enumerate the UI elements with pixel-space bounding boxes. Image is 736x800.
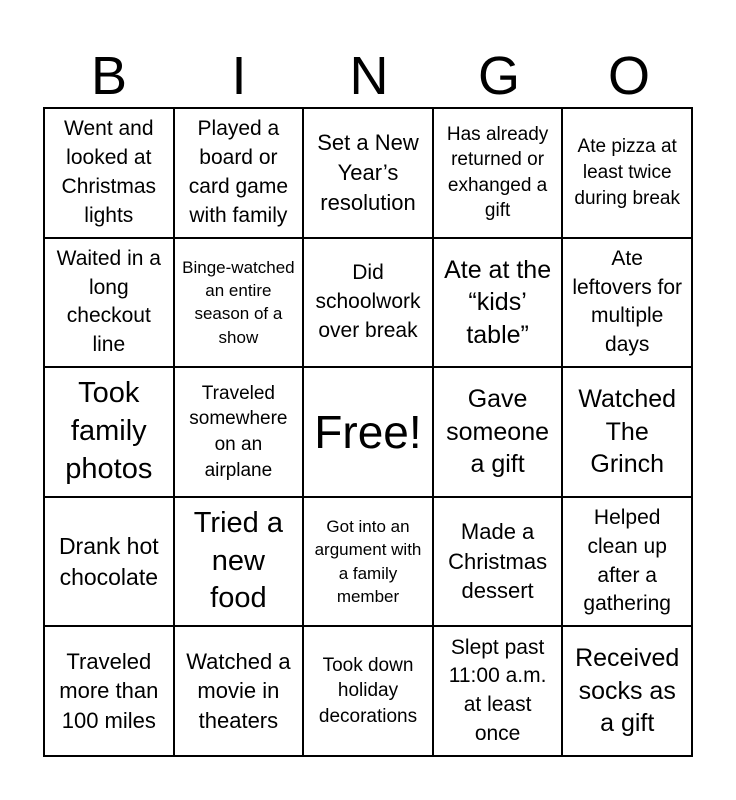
bingo-cell[interactable]	[44, 367, 174, 497]
bingo-cell[interactable]	[44, 497, 174, 627]
bingo-cell[interactable]	[303, 497, 433, 627]
cell-text: Ate at the “kids’ table”	[444, 255, 552, 349]
bingo-cell[interactable]	[562, 108, 692, 238]
cell-text: Set a New Year’s resolution	[317, 130, 419, 215]
bingo-cell[interactable]	[303, 626, 433, 756]
header-letter-n: N	[349, 46, 389, 106]
bingo-cell[interactable]	[303, 238, 433, 368]
bingo-cell[interactable]	[562, 497, 692, 627]
bingo-cell[interactable]	[433, 497, 563, 627]
cell-text: Did schoolwork over break	[315, 261, 421, 342]
cell-text: Ate pizza at least twice during break	[574, 136, 680, 209]
bingo-cell[interactable]	[562, 367, 692, 497]
bingo-cell[interactable]	[44, 238, 174, 368]
bingo-cell[interactable]	[174, 626, 304, 756]
cell-text: Has already returned or exhanged a gift	[446, 123, 549, 222]
bingo-cell[interactable]	[44, 108, 174, 238]
cell-text: Watched a movie in theaters	[186, 648, 291, 734]
bingo-cell[interactable]	[433, 238, 563, 368]
bingo-cell[interactable]	[174, 108, 304, 238]
cell-text: Slept past 11:00 a.m. at least once	[448, 635, 547, 745]
header-letter-g: G	[477, 46, 520, 106]
cell-text: Binge-watched an entire season of a show	[182, 258, 295, 347]
cell-text: Helped clean up after a gathering	[583, 506, 671, 616]
cell-text: Tried a new food	[193, 507, 283, 615]
cell-text: Waited in a long checkout line	[56, 246, 161, 357]
bingo-cell[interactable]	[433, 626, 563, 756]
bingo-cell[interactable]	[303, 108, 433, 238]
cell-text: Traveled more than 100 miles	[59, 648, 159, 734]
free-space-text: Free!	[314, 405, 422, 458]
cell-text: Received socks as a gift	[575, 644, 680, 738]
bingo-cell[interactable]	[433, 367, 563, 497]
bingo-cell[interactable]	[174, 497, 304, 627]
cell-text: Took down holiday decorations	[318, 654, 418, 728]
bingo-cell[interactable]	[433, 108, 563, 238]
bingo-cell[interactable]	[174, 238, 304, 368]
cell-text: Made a Christmas dessert	[448, 519, 548, 604]
header-letter-o: O	[607, 46, 650, 106]
bingo-cell[interactable]	[562, 626, 692, 756]
header-letter-b: B	[90, 46, 128, 106]
cell-text: Took family photos	[65, 377, 153, 485]
cell-text: Went and looked at Christmas lights	[61, 117, 157, 227]
cell-text: Played a board or card game with family	[188, 117, 288, 227]
cell-text: Drank hot chocolate	[58, 533, 159, 590]
cell-text: Gave someone a gift	[446, 385, 550, 479]
header-letter-i: I	[231, 46, 247, 106]
bingo-cell[interactable]	[174, 367, 304, 497]
bingo-cell[interactable]	[44, 626, 174, 756]
bingo-board	[43, 107, 693, 757]
cell-text: Got into an argument with a family member	[314, 517, 422, 606]
cell-text: Watched The Grinch	[578, 385, 677, 479]
cell-text: Ate leftovers for multiple days	[572, 246, 683, 357]
cell-text: Traveled somewhere on an airplane	[189, 382, 288, 481]
bingo-header	[44, 46, 694, 106]
bingo-cell-free[interactable]	[303, 367, 433, 497]
bingo-cell[interactable]	[562, 238, 692, 368]
